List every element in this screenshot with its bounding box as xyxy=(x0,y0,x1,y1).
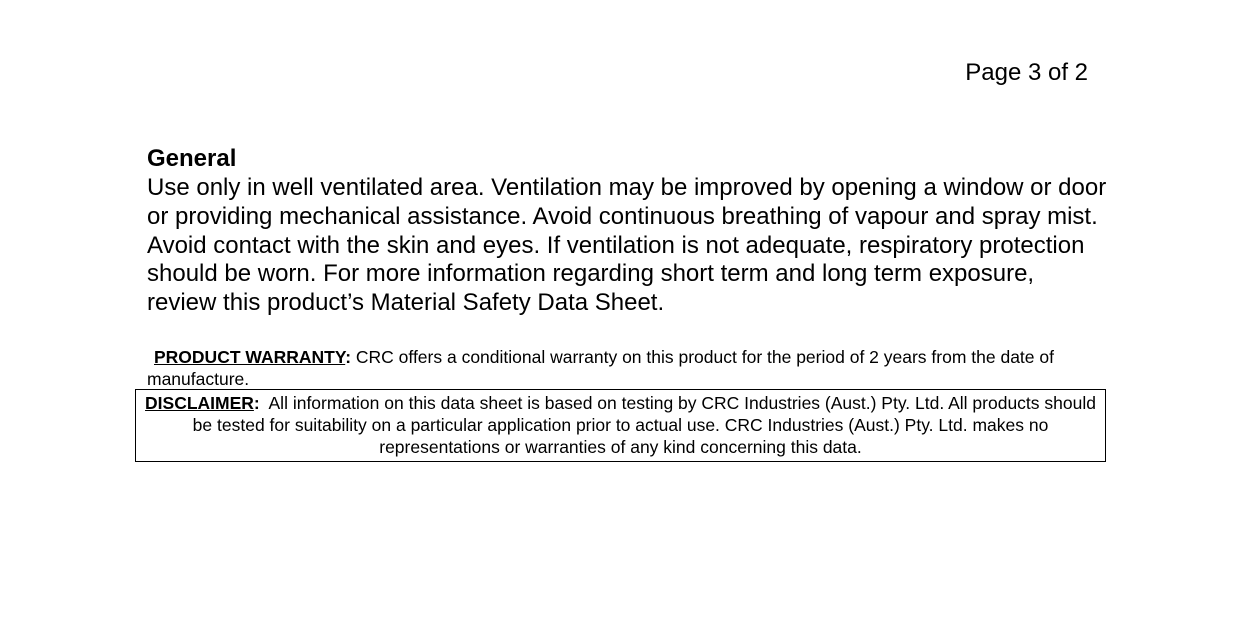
disclaimer-label: DISCLAIMER xyxy=(145,393,254,413)
general-section xyxy=(147,144,1107,318)
disclaimer-colon: : xyxy=(253,393,260,413)
product-warranty xyxy=(147,346,1077,390)
page-number: Page 3 of 2 xyxy=(965,59,1088,86)
disclaimer-box xyxy=(135,389,1106,462)
general-heading: General xyxy=(147,145,237,172)
warranty-colon: : xyxy=(345,347,352,367)
warranty-text: CRC offers a conditional warranty on this product for the period of 2 years from the date of manufacture. xyxy=(147,347,1059,389)
disclaimer-text: All information on this data sheet is based on testing by CRC Industries (Aust.) Pty. Ltd. All products should be tested for suitability on a particular application prior to actual use. CRC Industries (Aust.) Pty. Ltd. makes no representations or warranties of any kind concerning this data. xyxy=(192,393,1101,457)
general-body: Use only in well ventilated area. Ventilation may be improved by opening a window or door or providing mechanical assistance. Avoid continuous breathing of vapour and spray mist. Avoid contact with the skin and eyes. If ventilation is not adequate, respiratory protection should be worn. For more information regarding short term and long term exposure, review this product’s Material Safety Data Sheet. xyxy=(147,174,1107,317)
warranty-label: PRODUCT WARRANTY xyxy=(154,347,346,367)
